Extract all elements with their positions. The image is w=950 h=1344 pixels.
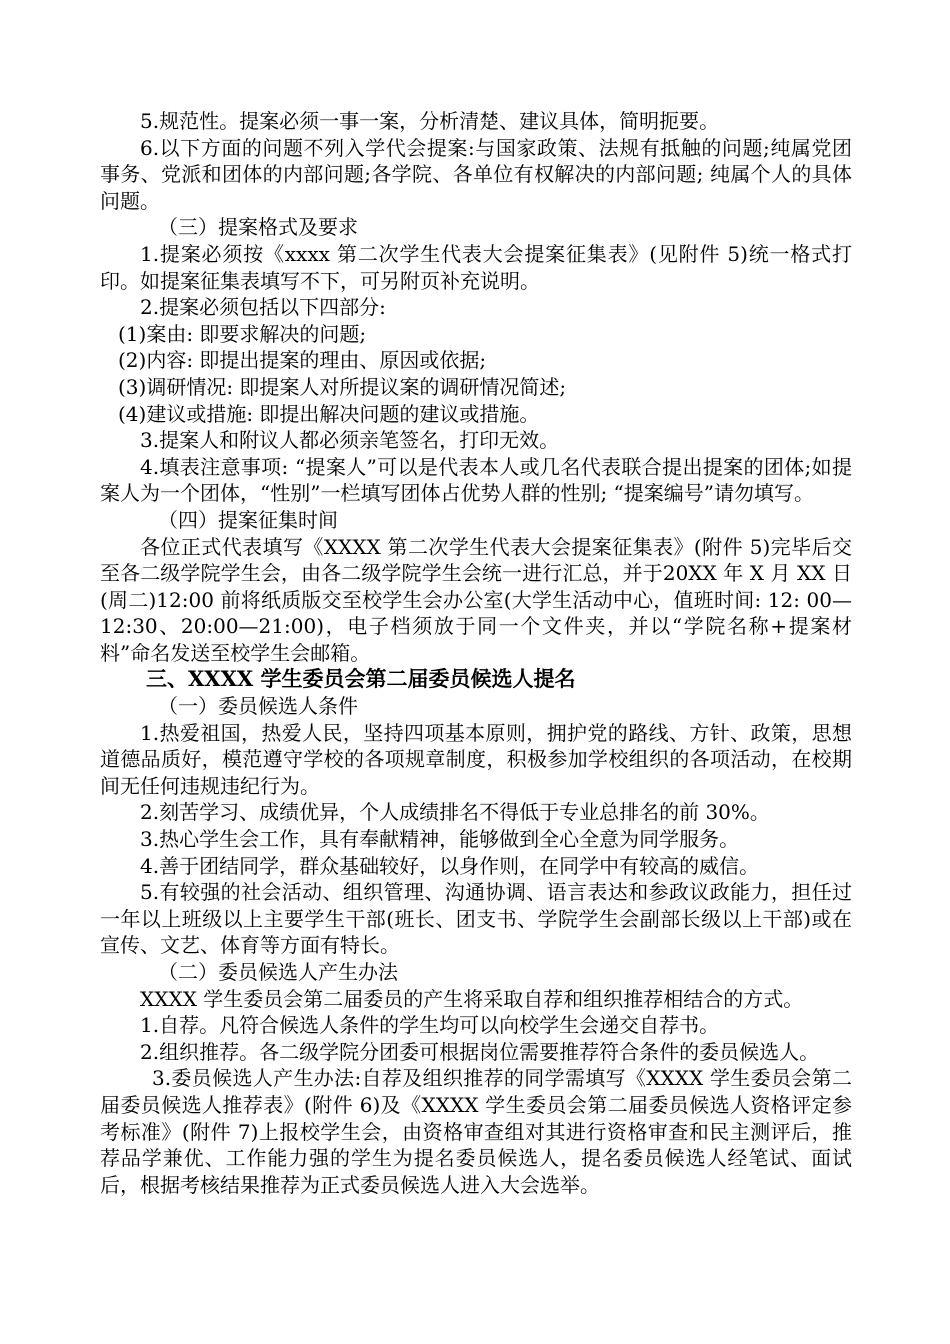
subheading-proposal-format: （三）提案格式及要求 bbox=[158, 215, 358, 240]
list-item-reason: (1)案由: 即要求解决的问题; bbox=[118, 321, 367, 346]
paragraph-condition-5: 5.有较强的社会活动、组织管理、沟通协调、语言表达和参政议政能力，担任过一年以上班级以上主要学生干部(班长、团支书、学院学生会副部长级以上干部)或在宣传、文艺、体育等方面有特长。 bbox=[100, 880, 852, 958]
paragraph-method-1: 1.自荐。凡符合候选人条件的学生均可以向校学生会递交自荐书。 bbox=[140, 1013, 720, 1038]
paragraph-collection-time: 各位正式代表填写《XXXX 第二次学生代表大会提案征集表》(附件 5)完毕后交至各二级学院学生会，由各二级学院学生会统一进行汇总，并于20XX 年 X 月 XX 日(周二)12:00 前将纸质版交至校学生会办公室(大学生活动中心，值班时间: 12: 00—12:30、20:00—21:00)，电子档须放于同一个文件夹，并以“学院名称+提案材料”命名发送至校学生会邮箱。 bbox=[100, 534, 852, 665]
paragraph-item-6: 6.以下方面的问题不列入学代会提案:与国家政策、法规有抵触的问题;纯属党团事务、党派和团体的内部问题;各学院、各单位有权解决的内部问题; 纯属个人的具体问题。 bbox=[100, 135, 852, 213]
list-item-content: (2)内容: 即提出提案的理由、原因或依据; bbox=[118, 348, 487, 373]
paragraph-condition-3: 3.热心学生会工作，具有奉献精神，能够做到全心全意为同学服务。 bbox=[140, 827, 740, 852]
paragraph-method-3: 3.委员候选人产生办法:自荐及组织推荐的同学需填写《XXXX 学生委员会第二届委员候选人推荐表》(附件 6)及《XXXX 学生委员会第二届委员候选人资格评定参考标准》(附件 7)上报校学生会，由资格审查组对其进行资格审查和民主测评后，推荐品学兼优、工作能力强的学生为提名委员候选人，提名委员候选人经笔试、面试后，根据考核结果推荐为正式委员候选人进入大会选举。 bbox=[100, 1066, 852, 1197]
paragraph-item-5: 5.规范性。提案必须一事一案，分析清楚、建议具体，简明扼要。 bbox=[140, 109, 720, 133]
paragraph-method-intro: XXXX 学生委员会第二届委员的产生将采取自荐和组织推荐相结合的方式。 bbox=[140, 986, 804, 1011]
paragraph-format-2: 2.提案必须包括以下四部分: bbox=[140, 295, 386, 320]
list-item-research: (3)调研情况: 即提案人对所提议案的调研情况简述; bbox=[118, 374, 567, 399]
paragraph-format-1: 1.提案必须按《xxxx 第二次学生代表大会提案征集表》(见附件 5)统一格式打印。如提案征集表填写不下，可另附页补充说明。 bbox=[100, 241, 852, 293]
subheading-collection-time: （四）提案征集时间 bbox=[158, 507, 338, 532]
document-page bbox=[100, 108, 852, 1198]
list-item-suggestion: (4)建议或措施: 即提出解决问题的建议或措施。 bbox=[118, 401, 540, 426]
paragraph-format-4: 4.填表注意事项: “提案人”可以是代表本人或几名代表联合提出提案的团体;如提案人为一个团体，“性别”一栏填写团体占优势人群的性别; “提案编号”请勿填写。 bbox=[100, 454, 852, 506]
subheading-candidate-method: （二）委员候选人产生办法 bbox=[158, 960, 398, 984]
paragraph-condition-2: 2.刻苦学习、成绩优异，个人成绩排名不得低于专业总排名的前 30%。 bbox=[140, 800, 770, 825]
paragraph-condition-1: 1.热爱祖国，热爱人民，坚持四项基本原则，拥护党的路线、方针、政策，思想道德品质好，模范遵守学校的各项规章制度，积极参加学校组织的各项活动，在校期间无任何违规违纪行为。 bbox=[100, 720, 852, 798]
paragraph-condition-4: 4.善于团结同学，群众基础较好，以身作则，在同学中有较高的威信。 bbox=[140, 853, 760, 878]
subheading-candidate-conditions: （一）委员候选人条件 bbox=[158, 694, 358, 719]
paragraph-method-2: 2.组织推荐。各二级学院分团委可根据岗位需要推荐符合条件的委员候选人。 bbox=[140, 1039, 820, 1064]
paragraph-format-3: 3.提案人和附议人都必须亲笔签名，打印无效。 bbox=[140, 428, 560, 453]
section-heading-three: 三、XXXX 学生委员会第二届委员候选人提名 bbox=[146, 666, 576, 692]
